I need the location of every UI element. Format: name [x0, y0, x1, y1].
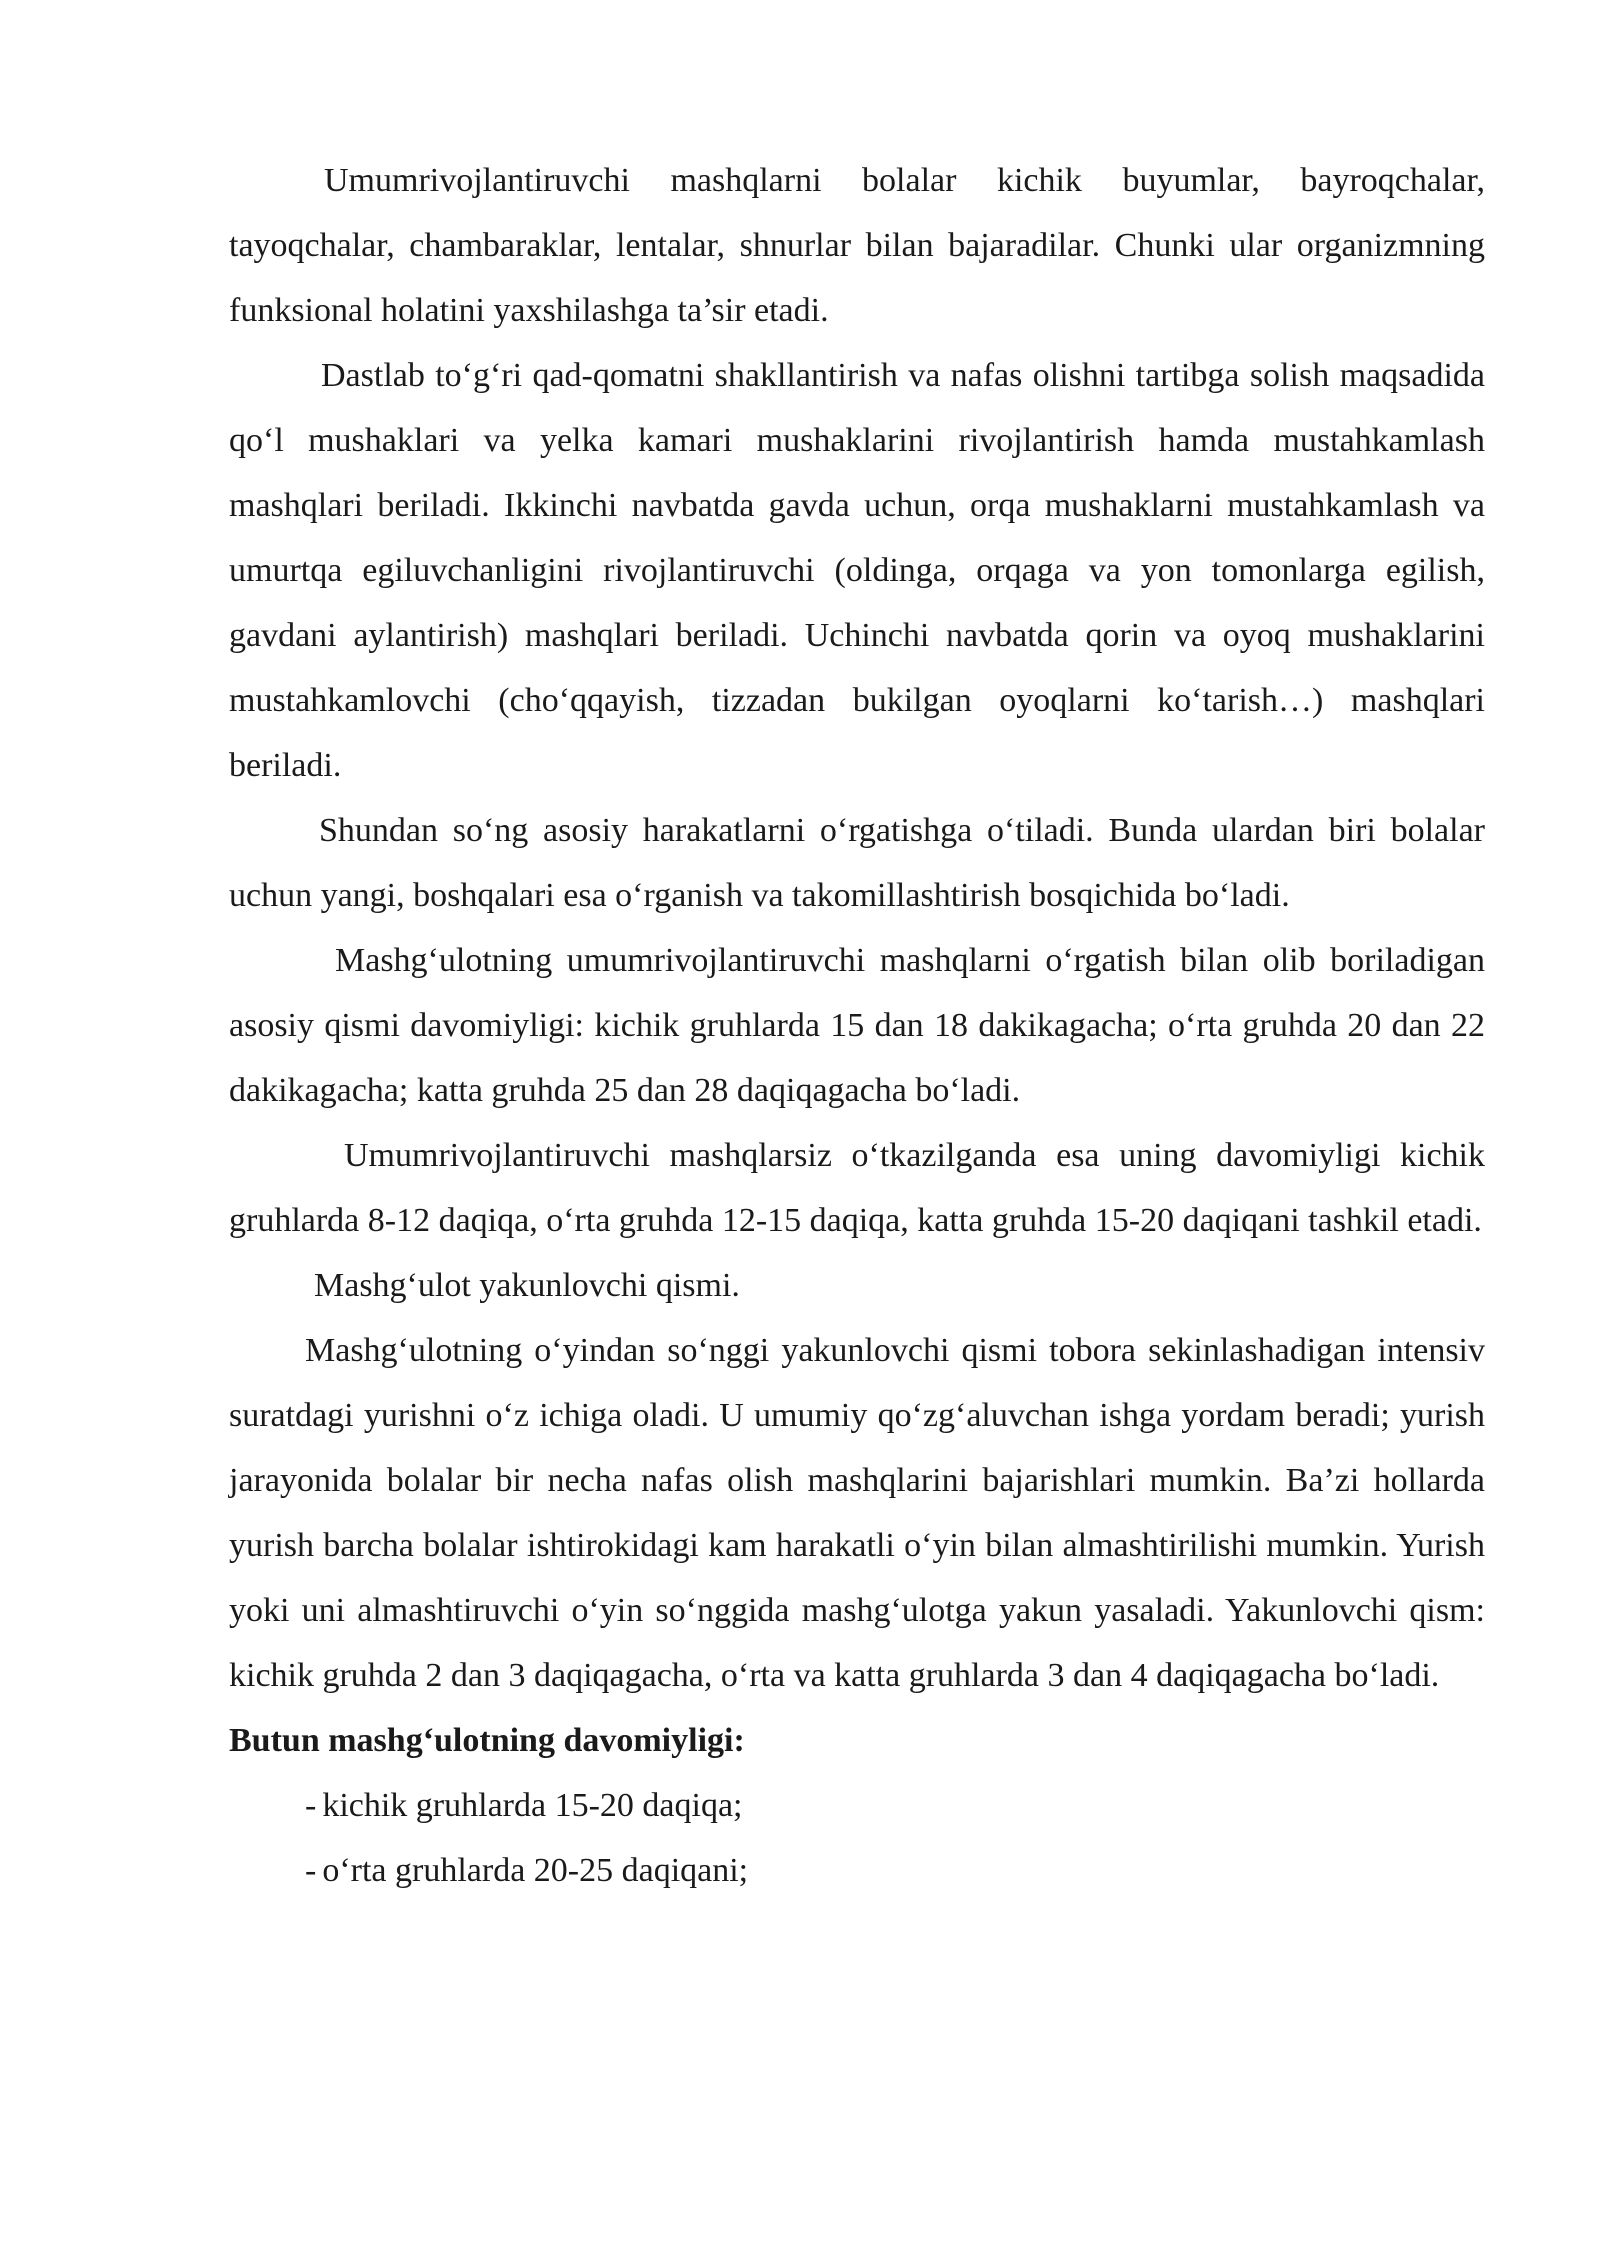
list-marker: - [305, 1852, 317, 1889]
paragraph-3: Shundan so‘ng asosiy harakatlarni o‘rgatishga o‘tiladi. Bunda ulardan biri bolalar uchun yangi, boshqalari esa o‘rganish va takomillashtirish bosqichida bo‘ladi. [229, 812, 1485, 914]
list-item [229, 1838, 1485, 1903]
paragraph-4: Mashg‘ulotning umumrivojlantiruvchi mashqlarni o‘rgatish bilan olib boriladigan asosiy qismi davomiyligi: kichik gruhlarda 15 dan 18 dakikagacha; o‘rta gruhda 20 dan 22 dakikagacha; katta gruhda 25 dan 28 daqiqagacha bo‘ladi. [229, 942, 1485, 1109]
list-item-text: o‘rta gruhlarda 20-25 daqiqani; [322, 1852, 749, 1889]
paragraph-2: Dastlab to‘g‘ri qad-qomatni shakllantirish va nafas olishni tartibga solish maqsadida qo‘l mushaklari va yelka kamari mushaklarini rivojlantirish hamda mustahkamlash mashqlari beriladi. Ikkinchi navbatda gavda uchun, orqa mushaklarni mustahkamlash va umurtqa egiluvchanligini rivojlantiruvchi (oldinga, orqaga va yon tomonlarga egilish, gavdani aylantirish) mashqlari beriladi. Uchinchi navbatda qorin va oyoq mushaklarini mustahkamlovchi (cho‘qqayish, tizzadan bukilgan oyoqlarni ko‘tarish…) mashqlari beriladi. [229, 357, 1485, 784]
paragraph-1: Umumrivojlantiruvchi mashqlarni bolalar kichik buyumlar, bayroqchalar, tayoqchalar, chambaraklar, lentalar, shnurlar bilan bajaradilar. Chunki ular organizmning funksional holatini yaxshilashga ta’sir etadi. [229, 162, 1485, 329]
list-item-text: kichik gruhlarda 15-20 daqiqa; [322, 1787, 743, 1824]
section-subtitle: Mashg‘ulot yakunlovchi qismi. [314, 1267, 740, 1304]
list-item [229, 1773, 1485, 1838]
duration-list [229, 1773, 1485, 1903]
paragraph-5: Umumrivojlantiruvchi mashqlarsiz o‘tkazilganda esa uning davomiyligi kichik gruhlarda 8-12 daqiqa, o‘rta gruhda 12-15 daqiqa, katta gruhda 15-20 daqiqani tashkil etadi. [229, 1137, 1485, 1239]
list-marker: - [305, 1787, 317, 1824]
duration-heading: Butun mashg‘ulotning davomiyligi: [229, 1722, 745, 1759]
document-page [229, 148, 1485, 1903]
paragraph-7: Mashg‘ulotning o‘yindan so‘nggi yakunlovchi qismi tobora sekinlashadigan intensiv suratdagi yurishni o‘z ichiga oladi. U umumiy qo‘zg‘aluvchan ishga yordam beradi; yurish jarayonida bolalar bir necha nafas olish mashqlarini bajarishlari mumkin. Ba’zi hollarda yurish barcha bolalar ishtirokidagi kam harakatli o‘yin bilan almashtirilishi mumkin. Yurish yoki uni almashtiruvchi o‘yin so‘nggida mashg‘ulotga yakun yasaladi. Yakunlovchi qism: kichik gruhda 2 dan 3 daqiqagacha, o‘rta va katta gruhlarda 3 dan 4 daqiqagacha bo‘ladi. [229, 1332, 1485, 1694]
